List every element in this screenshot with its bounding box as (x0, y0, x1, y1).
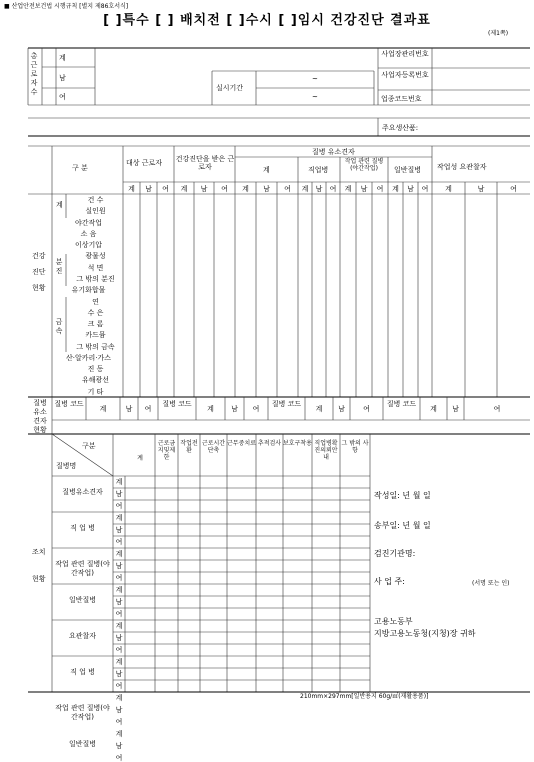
sex-header-cell: 계 (301, 185, 309, 193)
disease-code-label: 질병 코드 (271, 400, 302, 408)
sex-header-cell: 남 (200, 185, 208, 193)
action-sex-cell: 여 (115, 502, 123, 510)
action-sex-cell: 남 (115, 742, 123, 750)
total-row-female: 여 (59, 93, 66, 101)
sex-header-cell: 계 (128, 185, 135, 193)
row-label: 석 면 (87, 263, 104, 272)
disease-sex-male: 남 (231, 405, 238, 413)
disease-code-label: 질병 코드 (386, 400, 417, 408)
col-gubun: 구 분 (72, 164, 88, 172)
side-label-status: 현황 (32, 284, 46, 292)
row-label: 그 밖의 금속 (76, 342, 115, 351)
col-received: 건강진단을 받은 근로자 (175, 155, 235, 171)
row-label: 이상기압 (74, 241, 103, 250)
action-sex-cell: 계 (115, 622, 123, 630)
action-group-label: 직 업 병 (70, 668, 95, 676)
row-label: 유해광선 (81, 376, 110, 385)
action-col-header: 추적검사 (257, 440, 282, 447)
action-group-label: 작업 관련 질병(야간작업) (55, 560, 110, 577)
action-sex-cell: 계 (115, 730, 123, 738)
form-reference-note: ■ 산업안전보건법 시행규칙 [별지 제86호서식] (4, 3, 129, 10)
action-sex-cell: 계 (115, 514, 123, 522)
action-col-header: 직업병확진의뢰안내 (314, 440, 338, 461)
employer-label: 사 업 주: (374, 577, 405, 586)
period-dash-2: ~ (312, 93, 318, 101)
period-label: 실시기간 (216, 84, 244, 92)
sex-header-cell: 계 (392, 185, 399, 193)
industry-code-label: 업종코드번호 (381, 95, 422, 103)
disease-sex-male: 남 (125, 405, 133, 413)
col-total: 계 (263, 166, 270, 174)
action-sex-cell: 남 (115, 706, 123, 714)
action-diag-bottom: 질병명 (56, 462, 77, 470)
total-workers-label: 총근로자수 (30, 52, 38, 97)
main-product-label: 주요생산품: (382, 124, 419, 132)
action-sex-cell: 남 (115, 598, 123, 606)
action-sex-cell: 계 (115, 478, 123, 486)
action-col-header: 그 밖의 사항 (341, 440, 369, 454)
side-label-health: 건강 (32, 252, 46, 260)
sex-header-cell: 여 (162, 185, 169, 193)
action-col-header: 작업전환 (180, 440, 198, 454)
sex-header-cell: 여 (329, 185, 337, 193)
action-diag-top: 구분 (82, 442, 96, 450)
action-group-label: 직 업 병 (70, 524, 95, 532)
row-label: 크 롬 (87, 320, 104, 329)
recipient-office: 지방고용노동청(지청)장 귀하 (374, 629, 476, 638)
action-sex-cell: 여 (115, 574, 123, 582)
sex-header-cell: 남 (145, 185, 152, 193)
period-dash-1: ~ (312, 75, 318, 83)
disease-sex-female: 여 (493, 405, 501, 413)
action-side-label-2: 현황 (32, 575, 46, 583)
action-col-header: 근로금지및제한 (157, 440, 176, 461)
disease-code-label: 질병 코드 (162, 400, 192, 408)
row-label: 광물성 (85, 252, 106, 261)
action-group-label: 일반질병 (68, 596, 97, 604)
action-group-label: 일반질병 (68, 740, 97, 748)
row-label: 그 밖의 분진 (76, 274, 115, 283)
recipient-ministry: 고용노동부 (374, 617, 413, 626)
sent-date: 송부일: 년 월 일 (374, 521, 431, 530)
total-row-sum: 계 (59, 54, 66, 62)
disease-code-label: 질병 코드 (54, 400, 84, 408)
disease-sex-total: 계 (207, 405, 214, 413)
action-side-label-1: 조치 (32, 548, 46, 556)
disease-sex-total: 계 (99, 405, 107, 413)
group-label-metal: 금속 (55, 318, 63, 336)
group-label-dust: 분진 (55, 258, 63, 276)
row-label: 유기화합물 (71, 286, 106, 295)
row-label: 실인원 (85, 207, 106, 216)
col-target: 대상 근로자 (126, 159, 163, 167)
action-sex-cell: 여 (115, 682, 123, 690)
action-sex-cell: 남 (115, 634, 123, 642)
sex-header-cell: 남 (407, 185, 414, 193)
page-number: (제1쪽) (488, 30, 509, 37)
action-group-label: 작업 관련 질병(야간작업) (55, 704, 110, 721)
action-sex-cell: 계 (115, 550, 123, 558)
col-occupational: 직업병 (308, 166, 329, 174)
written-date: 작성일: 년 월 일 (374, 491, 431, 500)
sex-header-cell: 여 (421, 185, 429, 193)
sign-note: (서명 또는 인) (472, 580, 510, 587)
action-col-header: 근무중치료 (227, 440, 256, 447)
row-label: 수 은 (87, 308, 104, 317)
action-col-header: 보호구착용 (283, 440, 312, 447)
action-sex-cell: 여 (115, 646, 123, 654)
group-label-gye: 계 (56, 201, 63, 209)
sex-header-cell: 남 (315, 185, 323, 193)
sex-header-cell: 남 (477, 185, 485, 193)
action-col-header: 근로시간단축 (201, 440, 226, 454)
row-label: 산·알카리·가스 (65, 353, 112, 362)
row-label: 카드뮴 (85, 331, 106, 340)
side-label-exam: 진단 (32, 268, 46, 276)
total-row-male: 남 (59, 74, 66, 82)
action-col-header: 계 (137, 455, 143, 462)
disease-sex-total: 계 (430, 405, 437, 413)
disease-sex-male: 남 (338, 405, 345, 413)
row-label: 소 음 (80, 229, 97, 238)
sex-header-cell: 남 (360, 185, 368, 193)
row-label: 건 수 (87, 196, 104, 204)
action-sex-cell: 여 (115, 538, 123, 546)
action-sex-cell: 남 (115, 670, 123, 678)
disease-sex-female: 여 (363, 405, 370, 413)
col-general: 일반질병 (394, 166, 422, 174)
sex-header-cell: 남 (263, 185, 270, 193)
action-sex-cell: 남 (115, 490, 123, 498)
paper-spec-footer: 210mm×297mm[일반용지 60g/㎡(재활용품)] (300, 693, 429, 700)
workplace-mgmt-no-label: 사업장관리번호 (381, 50, 429, 58)
action-sex-cell: 여 (115, 718, 123, 726)
sex-header-cell: 계 (344, 185, 352, 193)
action-sex-cell: 여 (115, 754, 123, 762)
col-fit-observe: 작업성 요관찰자 (437, 163, 487, 171)
row-label: 야간작업 (74, 218, 103, 227)
action-group-label: 질병유소견자 (62, 488, 103, 496)
sex-header-cell: 계 (242, 185, 249, 193)
sex-header-cell: 여 (284, 185, 291, 193)
action-sex-cell: 여 (115, 610, 123, 618)
col-disease-group: 질병 유소견자 (312, 148, 355, 156)
page-title: [ ]특수 [ ] 배치전 [ ]수시 [ ]임시 건강진단 결과표 (103, 13, 431, 28)
sex-header-cell: 계 (180, 185, 188, 193)
col-work-related: 작업 관련 질병(야간작업) (344, 158, 384, 172)
action-sex-cell: 남 (115, 562, 123, 570)
sex-header-cell: 여 (376, 185, 384, 193)
disease-sex-male: 남 (452, 405, 459, 413)
action-sex-cell: 계 (115, 658, 123, 666)
row-label: 연 (92, 297, 99, 306)
action-sex-cell: 계 (115, 586, 123, 594)
institution-name: 검진기관명: (374, 549, 416, 558)
sex-header-cell: 여 (221, 185, 228, 193)
action-sex-cell: 계 (115, 694, 123, 702)
action-sex-cell: 남 (115, 526, 123, 534)
disease-status-side-label: 질병유소견자현황 (33, 399, 47, 434)
business-reg-no-label: 사업자등록번호 (381, 71, 429, 79)
action-group-label: 요관찰자 (68, 632, 97, 640)
row-label: 진 동 (87, 365, 104, 374)
row-label: 기 타 (87, 387, 104, 396)
disease-sex-female: 여 (252, 405, 260, 413)
disease-sex-total: 계 (315, 405, 323, 413)
disease-sex-female: 여 (144, 405, 152, 413)
sex-header-cell: 계 (445, 185, 452, 193)
sex-header-cell: 여 (510, 185, 517, 193)
